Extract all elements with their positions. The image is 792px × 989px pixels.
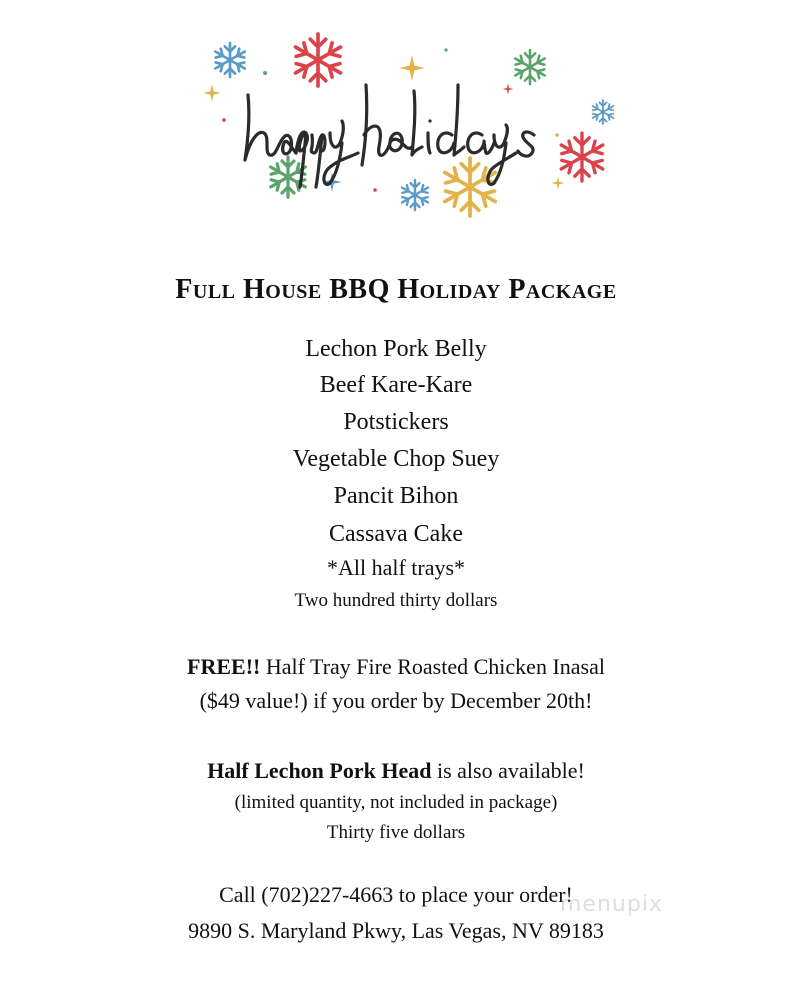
addon-note: (limited quantity, not included in package) — [234, 792, 558, 813]
promo-free-text: Half Tray Fire Roasted Chicken Inasal — [260, 654, 605, 679]
snowflake-icon — [558, 133, 607, 181]
addon-line — [0, 758, 792, 784]
menu-item: Pancit Bihon — [333, 483, 459, 509]
snowflake-icon — [213, 43, 248, 77]
addon-availability: is also available! — [431, 758, 585, 783]
menu-item: Cassava Cake — [329, 521, 463, 547]
promo-line — [0, 654, 792, 680]
promo-condition: ($49 value!) if you order by December 20th! — [199, 688, 593, 713]
call-to-order: Call (702)227-4663 to place your order! — [219, 882, 573, 907]
menu-item: Vegetable Chop Suey — [292, 446, 500, 472]
star-icon — [399, 55, 425, 81]
menu-item: Lechon Pork Belly — [305, 336, 487, 362]
star-icon — [552, 177, 565, 190]
tray-note: *All half trays* — [326, 555, 466, 580]
addon-name: Half Lechon Pork Head — [207, 758, 432, 783]
promo-free-label: FREE!! — [187, 654, 261, 679]
menu-item: Potstickers — [343, 409, 449, 435]
watermark: menupix — [560, 892, 663, 917]
addon-price: Thirty five dollars — [326, 822, 466, 843]
snowflake-icon — [513, 50, 548, 84]
package-title: Full House BBQ Holiday Package — [175, 274, 617, 305]
star-icon — [502, 83, 513, 94]
snowflake-icon — [591, 100, 615, 124]
address: 9890 S. Maryland Pkwy, Las Vegas, NV 89183 — [188, 918, 604, 943]
package-price: Two hundred thirty dollars — [294, 590, 498, 611]
menu-item: Beef Kare-Kare — [319, 372, 473, 398]
snowflake-icon — [441, 158, 500, 216]
star-icon — [203, 84, 221, 102]
snowflake-icon — [292, 34, 345, 86]
happy-holidays-header-art — [190, 25, 630, 230]
snowflake-icon — [400, 180, 430, 210]
